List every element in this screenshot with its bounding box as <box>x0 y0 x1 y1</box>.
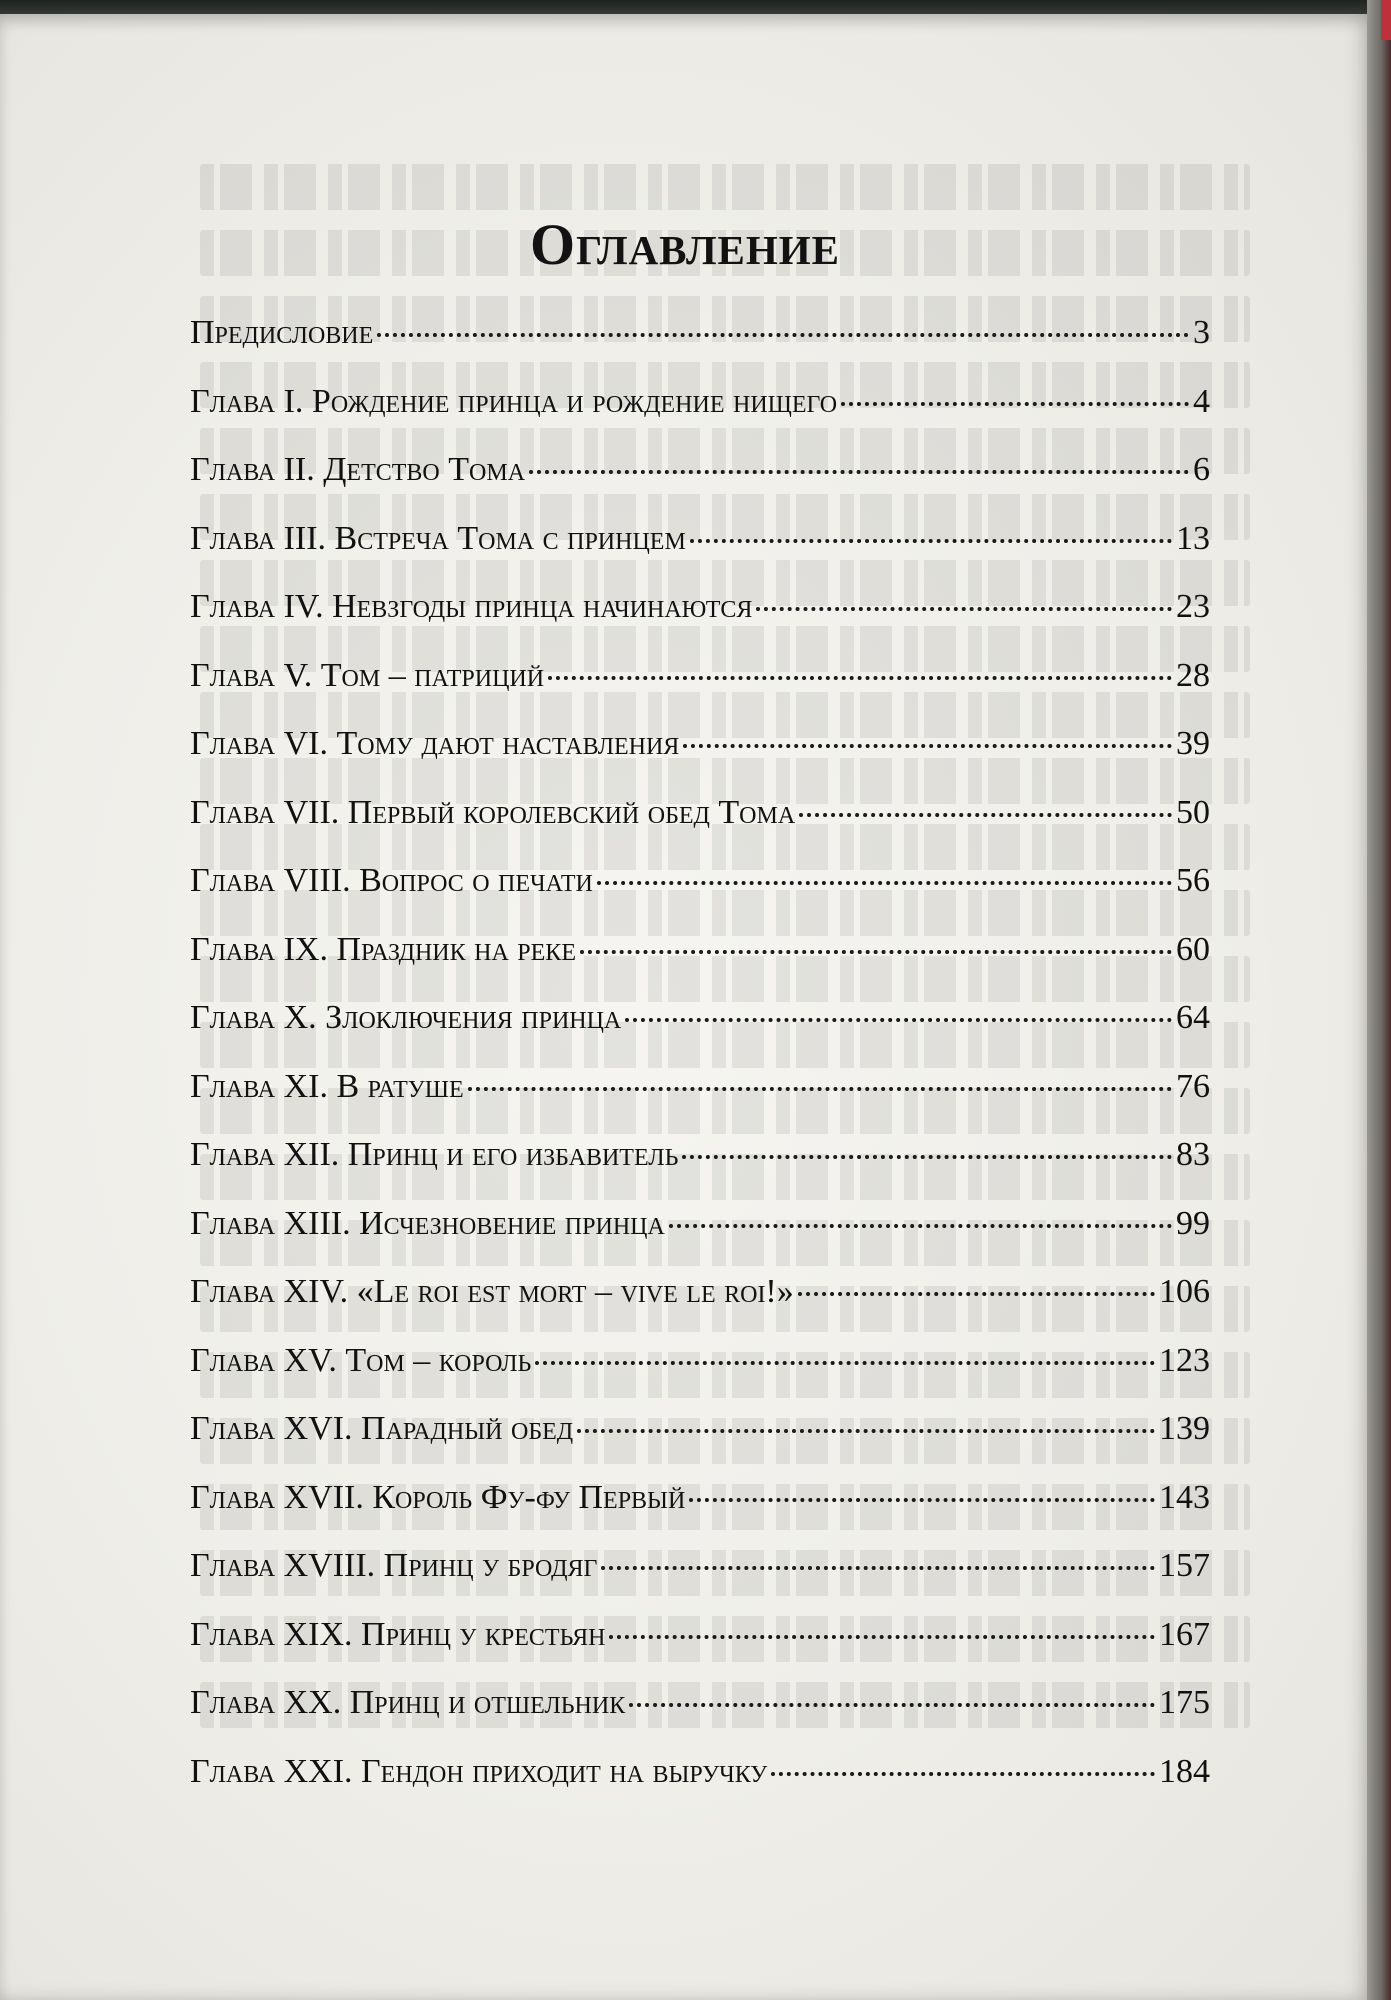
toc-entry-page-number: 123 <box>1159 1341 1210 1379</box>
toc-entry-title: Глава X. Злоключения принца <box>190 999 622 1036</box>
toc-entry[interactable] <box>190 725 1210 794</box>
dot-leader <box>683 744 1172 748</box>
book-page <box>0 14 1370 2000</box>
toc-entry-page-number: 184 <box>1159 1752 1210 1790</box>
toc-entry-page-number: 50 <box>1176 793 1210 831</box>
toc-entry-title: Глава XIX. Принц у крестьян <box>190 1615 606 1653</box>
toc-entry-title: Глава XXI. Гендон приходит на выручку <box>190 1752 768 1790</box>
toc-entry-page-number: 6 <box>1193 451 1210 488</box>
toc-entry[interactable] <box>190 588 1210 657</box>
toc-entry-page-number: 3 <box>1193 314 1210 351</box>
toc-entry-page-number: 99 <box>1176 1204 1210 1242</box>
dot-leader <box>841 402 1189 406</box>
dot-leader <box>468 1087 1172 1091</box>
toc-entry[interactable] <box>190 1753 1210 1822</box>
book-right-edge <box>1367 0 1391 2000</box>
dot-leader <box>669 1224 1172 1228</box>
toc-entry[interactable] <box>190 1273 1210 1342</box>
dot-leader <box>682 1155 1172 1159</box>
dot-leader <box>580 950 1172 954</box>
toc-entry[interactable] <box>190 1410 1210 1479</box>
toc-entry-title: Глава V. Том – патриций <box>190 656 545 694</box>
toc-entry[interactable] <box>190 314 1210 383</box>
dot-leader <box>597 881 1172 885</box>
toc-entry[interactable] <box>190 1479 1210 1548</box>
toc-entry[interactable] <box>190 657 1210 726</box>
dot-leader <box>601 1566 1155 1570</box>
toc-entry-page-number: 13 <box>1176 519 1210 557</box>
toc-entry[interactable] <box>190 1136 1210 1205</box>
toc-entry-title: Глава II. Детство Тома <box>190 451 526 488</box>
toc-entry-title: Глава IX. Праздник на реке <box>190 930 576 968</box>
dot-leader <box>535 1361 1155 1365</box>
toc-list <box>190 314 1210 1821</box>
toc-entry-title: Глава XIII. Исчезновение принца <box>190 1204 665 1242</box>
dot-leader <box>771 1772 1155 1776</box>
toc-entry-page-number: 139 <box>1159 1410 1210 1447</box>
toc-entry-title: Глава XVII. Король Фу-фу Первый <box>190 1478 686 1516</box>
toc-entry-page-number: 64 <box>1176 999 1210 1036</box>
dot-leader <box>689 1498 1155 1502</box>
toc-entry-page-number: 4 <box>1193 382 1210 420</box>
toc-entry-title: Глава III. Встреча Тома с принцем <box>190 519 686 557</box>
bookmark-ribbon <box>1381 0 1391 40</box>
toc-entry-title: Глава VIII. Вопрос о печати <box>190 862 593 899</box>
toc-entry[interactable] <box>190 1616 1210 1685</box>
toc-entry-title: Глава I. Рождение принца и рождение нищего <box>190 382 838 420</box>
toc-entry-page-number: 143 <box>1159 1478 1210 1516</box>
toc-entry-page-number: 39 <box>1176 725 1210 762</box>
toc-entry-title: Предисловие <box>190 314 374 351</box>
toc-entry-page-number: 60 <box>1176 930 1210 968</box>
toc-entry[interactable] <box>190 451 1210 520</box>
toc-entry[interactable] <box>190 383 1210 452</box>
toc-entry-title: Глава XI. В ратуше <box>190 1067 464 1105</box>
toc-entry-title: Глава XVI. Парадный обед <box>190 1410 574 1447</box>
toc-entry-page-number: 106 <box>1159 1273 1210 1310</box>
toc-entry[interactable] <box>190 794 1210 863</box>
dot-leader <box>690 539 1172 543</box>
toc-entry-page-number: 175 <box>1159 1684 1210 1721</box>
toc-entry[interactable] <box>190 1547 1210 1616</box>
dot-leader <box>798 1292 1155 1296</box>
dot-leader <box>629 1703 1155 1707</box>
dot-leader <box>529 470 1189 474</box>
toc-entry-page-number: 28 <box>1176 656 1210 694</box>
toc-entry-title: Глава VI. Тому дают наставления <box>190 725 680 762</box>
toc-entry[interactable] <box>190 1342 1210 1411</box>
toc-entry-title: Глава XX. Принц и отшельник <box>190 1684 626 1721</box>
toc-entry-title: Глава XVIII. Принц у бродяг <box>190 1547 598 1584</box>
toc-entry[interactable] <box>190 999 1210 1068</box>
toc-entry-title: Глава IV. Невзгоды принца начинаются <box>190 588 753 625</box>
dot-leader <box>625 1018 1172 1022</box>
toc-entry-title: Глава XV. Том – король <box>190 1341 532 1379</box>
toc-entry-title: Глава XIV. «Le roi est mort – vive le roi!» <box>190 1273 794 1310</box>
dot-leader <box>548 676 1172 680</box>
dot-leader <box>756 607 1172 611</box>
dot-leader <box>609 1635 1155 1639</box>
toc-entry-page-number: 56 <box>1176 862 1210 899</box>
toc-entry[interactable] <box>190 1684 1210 1753</box>
toc-entry-page-number: 76 <box>1176 1067 1210 1105</box>
toc-entry-page-number: 157 <box>1159 1547 1210 1584</box>
toc-entry[interactable] <box>190 1068 1210 1137</box>
toc-heading: Оглавление <box>530 211 840 277</box>
toc-entry[interactable] <box>190 931 1210 1000</box>
dot-leader <box>799 813 1172 817</box>
toc-entry[interactable] <box>190 520 1210 589</box>
toc-entry[interactable] <box>190 862 1210 931</box>
toc-entry-page-number: 23 <box>1176 588 1210 625</box>
dot-leader <box>377 333 1189 337</box>
toc-entry-page-number: 83 <box>1176 1136 1210 1173</box>
toc-entry[interactable] <box>190 1205 1210 1274</box>
toc-entry-title: Глава VII. Первый королевский обед Тома <box>190 793 796 831</box>
toc-entry-page-number: 167 <box>1159 1615 1210 1653</box>
dot-leader <box>577 1429 1155 1433</box>
toc-entry-title: Глава XII. Принц и его избавитель <box>190 1136 679 1173</box>
